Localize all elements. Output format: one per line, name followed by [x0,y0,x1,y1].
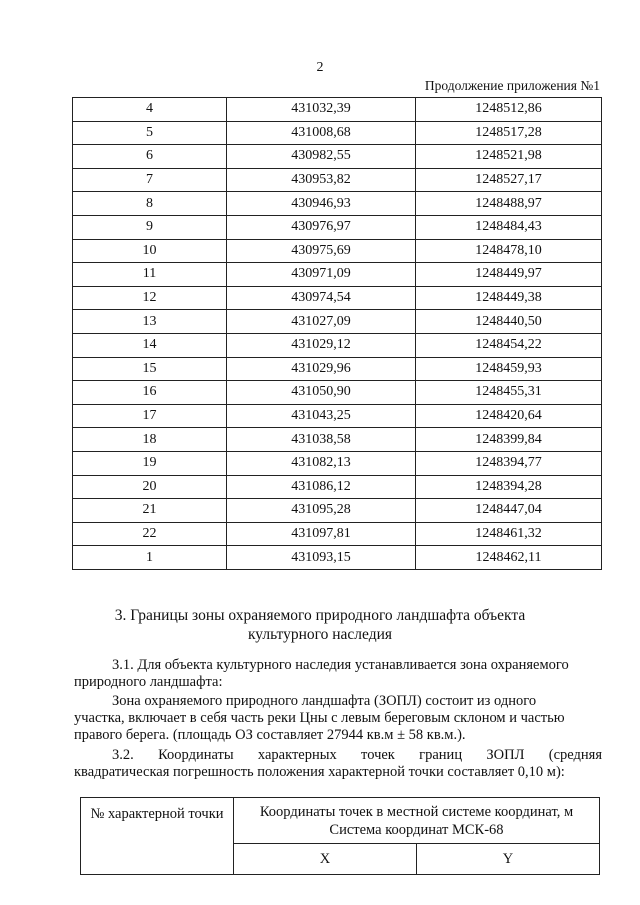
x-coordinate-cell: 431027,09 [227,310,416,334]
point-number-cell: 16 [73,381,227,405]
table-row [73,286,602,310]
coordinates-header-line: Система координат МСК-68 [329,821,504,838]
point-number-cell: 9 [73,215,227,239]
x-coordinate-cell: 431093,15 [227,546,416,570]
table-row [73,145,602,169]
point-number-cell: 8 [73,192,227,216]
point-number-cell: 18 [73,428,227,452]
y-coordinate-cell: 1248478,10 [416,239,602,263]
paragraph-3-1 [74,657,602,691]
point-number-cell: 7 [73,168,227,192]
point-number-cell: 21 [73,499,227,523]
point-number-cell: 20 [73,475,227,499]
paragraph-line: квадратическая погрешность положения характерной точки составляет 0,10 м): [74,764,565,780]
x-coordinate-cell: 431043,25 [227,404,416,428]
x-coordinate-cell: 431050,90 [227,381,416,405]
y-coordinate-cell: 1248484,43 [416,215,602,239]
paragraph-3-2 [74,747,602,781]
y-coordinate-cell: 1248512,86 [416,98,602,122]
y-coordinate-cell: 1248394,28 [416,475,602,499]
y-coordinate-cell: 1248462,11 [416,546,602,570]
paragraph-line: участка, включает в себя часть реки Цны с левым береговым склоном и частью [74,710,565,726]
table-row [73,522,602,546]
paragraph-line: 3.1. Для объекта культурного наследия устанавливается зона охраняемого [112,657,569,673]
x-coordinate-cell: 431038,58 [227,428,416,452]
point-number-cell: 1 [73,546,227,570]
table-row [73,404,602,428]
y-coordinate-cell: 1248394,77 [416,451,602,475]
table-row [73,98,602,122]
x-coordinate-cell: 431008,68 [227,121,416,145]
x-column-header: X [234,844,417,875]
y-coordinate-cell: 1248461,32 [416,522,602,546]
paragraph-line: 3.2. Координаты характерных точек границ ЗОПЛ (средняя [112,747,602,763]
table-row [73,381,602,405]
x-coordinate-cell: 430976,97 [227,215,416,239]
y-coordinate-cell: 1248517,28 [416,121,602,145]
table-row [73,357,602,381]
point-number-header: № характерной точки [81,798,234,875]
coordinates-table [72,97,602,570]
table-row [73,451,602,475]
y-coordinate-cell: 1248447,04 [416,499,602,523]
x-coordinate-cell: 430975,69 [227,239,416,263]
paragraph-line: Зона охраняемого природного ландшафта (ЗОПЛ) состоит из одного [112,693,537,709]
x-coordinate-cell: 430971,09 [227,263,416,287]
point-number-cell: 6 [73,145,227,169]
table-row [73,263,602,287]
y-coordinate-cell: 1248440,50 [416,310,602,334]
table-row [73,333,602,357]
x-coordinate-cell: 431086,12 [227,475,416,499]
x-coordinate-cell: 430982,55 [227,145,416,169]
table-row [73,310,602,334]
y-coordinate-cell: 1248488,97 [416,192,602,216]
x-coordinate-cell: 431095,28 [227,499,416,523]
point-number-cell: 13 [73,310,227,334]
paragraph-line: природного ландшафта: [74,674,223,690]
zopl-coordinates-table-header [80,797,600,875]
table-row [73,215,602,239]
point-number-cell: 10 [73,239,227,263]
y-coordinate-cell: 1248455,31 [416,381,602,405]
y-coordinate-cell: 1248449,97 [416,263,602,287]
table-row [73,121,602,145]
point-number-cell: 14 [73,333,227,357]
x-coordinate-cell: 431082,13 [227,451,416,475]
coordinates-table-body [73,98,602,570]
x-coordinate-cell: 431029,12 [227,333,416,357]
paragraph-line: правого берега. (площадь ОЗ составляет 27944 кв.м ± 58 кв.м.). [74,727,466,743]
y-coordinate-cell: 1248454,22 [416,333,602,357]
point-number-cell: 17 [73,404,227,428]
table-row [73,168,602,192]
table-row [73,239,602,263]
y-coordinate-cell: 1248420,64 [416,404,602,428]
table-row [73,546,602,570]
point-number-cell: 4 [73,98,227,122]
section-title [80,606,560,644]
coordinates-header [234,798,600,844]
table-row [73,475,602,499]
appendix-continuation-label: Продолжение приложения №1 [424,78,600,93]
point-number-cell: 5 [73,121,227,145]
x-coordinate-cell: 431097,81 [227,522,416,546]
x-coordinate-cell: 430946,93 [227,192,416,216]
x-coordinate-cell: 431032,39 [227,98,416,122]
y-coordinate-cell: 1248449,38 [416,286,602,310]
paragraph-zopl-description [74,693,602,744]
section-title-line: 3. Границы зоны охраняемого природного ландшафта объекта [114,607,526,624]
y-coordinate-cell: 1248459,93 [416,357,602,381]
y-coordinate-cell: 1248527,17 [416,168,602,192]
point-number-cell: 22 [73,522,227,546]
table-row [73,192,602,216]
x-coordinate-cell: 430953,82 [227,168,416,192]
point-number-cell: 15 [73,357,227,381]
table-row [73,428,602,452]
y-column-header: Y [417,844,600,875]
point-number-cell: 19 [73,451,227,475]
y-coordinate-cell: 1248399,84 [416,428,602,452]
table-row [73,499,602,523]
section-title-line: культурного наследия [247,626,393,643]
x-coordinate-cell: 431029,96 [227,357,416,381]
y-coordinate-cell: 1248521,98 [416,145,602,169]
coordinates-header-line: Координаты точек в местной системе координат, м [259,803,574,820]
point-number-cell: 11 [73,263,227,287]
page-number: 2 [316,60,324,75]
x-coordinate-cell: 430974,54 [227,286,416,310]
point-number-cell: 12 [73,286,227,310]
